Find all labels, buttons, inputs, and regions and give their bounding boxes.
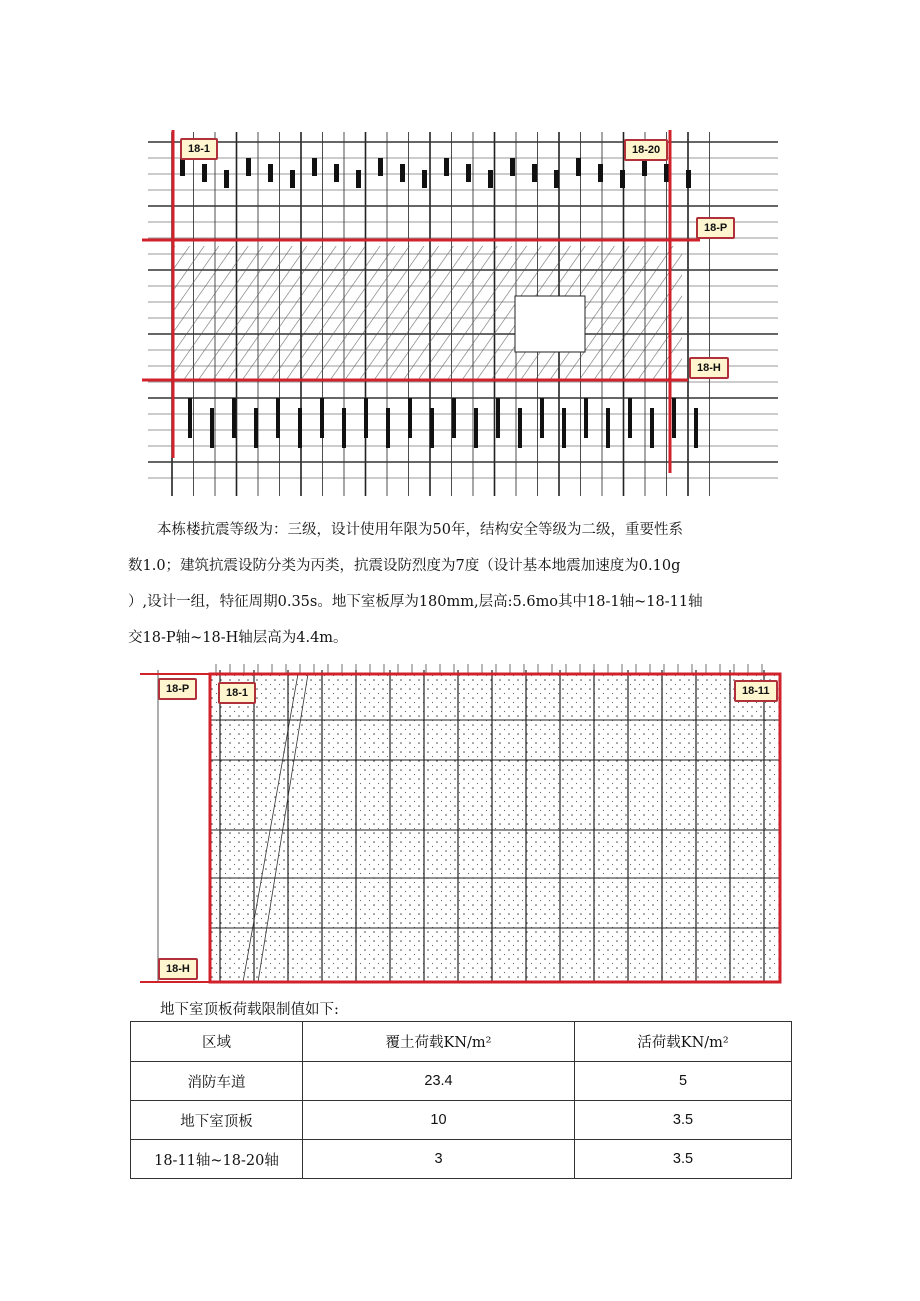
- load-limit-table: [130, 1021, 792, 1179]
- wall-block: [246, 158, 251, 176]
- header-live-load: 活荷载KN/m²: [575, 1022, 792, 1062]
- wall-block: [444, 158, 449, 176]
- wall-block: [210, 408, 214, 448]
- wall-block: [488, 170, 493, 188]
- wall-block: [584, 398, 588, 438]
- wall-block: [400, 164, 405, 182]
- hatched-zone: [174, 246, 682, 380]
- axis-tag-18-H-2: 18-H: [158, 958, 198, 980]
- wall-block: [606, 408, 610, 448]
- paragraph-line-1: 本栋楼抗震等级为：三级，设计使用年限为50年，结构安全等级为二级，重要性系: [157, 522, 683, 538]
- wall-block: [430, 408, 434, 448]
- wall-block: [224, 170, 229, 188]
- header-soil-load: 覆土荷载KN/m²: [303, 1022, 575, 1062]
- paragraph-line-4: 交18-P轴~18-H轴层高为4.4m。: [128, 630, 348, 646]
- paragraph-line-3: ）,设计一组，特征周期0.35s。地下室板厚为180mm,层高:5.6mo其中18-1轴~18-11轴: [128, 594, 703, 610]
- cell-soil-load: 23.4: [303, 1062, 575, 1101]
- wall-block: [334, 164, 339, 182]
- cell-live-load: 3.5: [575, 1101, 792, 1140]
- wall-block: [664, 164, 669, 182]
- wall-block: [672, 398, 676, 438]
- wall-block: [598, 164, 603, 182]
- wall-block: [554, 170, 559, 188]
- wall-block: [686, 170, 691, 188]
- table-row: [131, 1140, 792, 1179]
- cell-soil-load: 10: [303, 1101, 575, 1140]
- wall-block: [320, 398, 324, 438]
- floor-plan-drawing-1: [140, 128, 785, 500]
- wall-block: [518, 408, 522, 448]
- wall-block: [364, 398, 368, 438]
- axis-tag-18-20: 18-20: [624, 139, 668, 161]
- axis-tag-18-1: 18-1: [180, 138, 218, 160]
- wall-block: [620, 170, 625, 188]
- wall-block: [290, 170, 295, 188]
- table-row: [131, 1101, 792, 1140]
- open-area: [515, 296, 585, 352]
- table-header-row: [131, 1022, 792, 1062]
- paragraph-line-2: 数1.0；建筑抗震设防分类为丙类，抗震设防烈度为7度（设计基本地震加速度为0.10g: [128, 558, 681, 574]
- wall-block: [254, 408, 258, 448]
- wall-block: [576, 158, 581, 176]
- header-zone: 区域: [131, 1022, 303, 1062]
- wall-block: [188, 398, 192, 438]
- wall-block: [232, 398, 236, 438]
- wall-block: [422, 170, 427, 188]
- axis-tag-18-H: 18-H: [689, 357, 729, 379]
- wall-block: [276, 398, 280, 438]
- cell-zone: 18-11轴~18-20轴: [131, 1140, 303, 1179]
- wall-block: [540, 398, 544, 438]
- description-paragraph: [128, 512, 798, 656]
- floor-plan-figure-1: [140, 128, 785, 500]
- axis-tag-18-P: 18-P: [696, 217, 735, 239]
- wall-block: [474, 408, 478, 448]
- table-row: [131, 1062, 792, 1101]
- cell-zone: 地下室顶板: [131, 1101, 303, 1140]
- wall-block: [496, 398, 500, 438]
- wall-block: [386, 408, 390, 448]
- wall-block: [562, 408, 566, 448]
- table-caption: 地下室顶板荷载限制值如下:: [160, 1002, 339, 1018]
- cell-live-load: 3.5: [575, 1140, 792, 1179]
- wall-block: [408, 398, 412, 438]
- wall-block: [510, 158, 515, 176]
- wall-block: [202, 164, 207, 182]
- wall-block: [628, 398, 632, 438]
- cell-zone: 消防车道: [131, 1062, 303, 1101]
- axis-tag-18-1-2: 18-1: [218, 682, 256, 704]
- wall-block: [452, 398, 456, 438]
- wall-block: [268, 164, 273, 182]
- wall-block: [298, 408, 302, 448]
- axis-tag-18-11: 18-11: [734, 680, 778, 702]
- wall-block: [650, 408, 654, 448]
- wall-block: [694, 408, 698, 448]
- wall-block: [466, 164, 471, 182]
- wall-block: [378, 158, 383, 176]
- floor-plan-drawing-2: [138, 660, 783, 985]
- wall-block: [532, 164, 537, 182]
- cell-soil-load: 3: [303, 1140, 575, 1179]
- wall-block: [342, 408, 346, 448]
- axis-tag-18-P-2: 18-P: [158, 678, 197, 700]
- floor-plan-figure-2: [138, 660, 783, 985]
- wall-block: [180, 158, 185, 176]
- wall-block: [356, 170, 361, 188]
- wall-block: [312, 158, 317, 176]
- cell-live-load: 5: [575, 1062, 792, 1101]
